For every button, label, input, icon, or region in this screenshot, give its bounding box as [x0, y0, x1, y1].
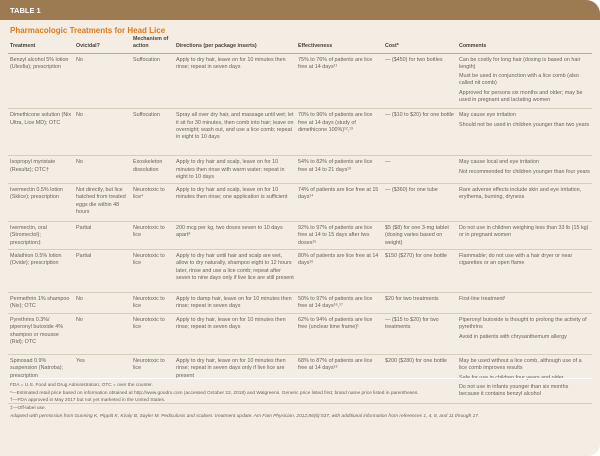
comments-cell [457, 53, 592, 109]
table-row [8, 250, 592, 293]
header-cell: Mechanism of action [131, 32, 174, 53]
ovicidal-cell: No [74, 293, 131, 314]
directions-cell: Apply to dry hair and scalp, leave on for 10 minutes then rinse with warm water; repeat in eight to 10 days [174, 156, 296, 184]
comment: Should not be used in children younger than two years [459, 121, 590, 128]
table-row [8, 222, 592, 250]
comment: May be used without a lice comb, although use of a lice comb improves results [459, 358, 582, 372]
header-cell: Cost* [383, 32, 457, 53]
ovicidal-cell: Partial [74, 250, 131, 293]
directions-cell: Apply to dry hair and scalp, leave on for 10 minutes then rinse; one application is sufficient [174, 184, 296, 222]
treatment-cell: Pyrethrins 0.3%/ piperonyl butoxide 4% shampoo or mousse (Rid); OTC [8, 314, 74, 355]
directions-cell: Apply to dry hair, leave on for 10 minutes then rinse; repeat in seven days only if live lice are present [174, 355, 296, 403]
treatment-table [8, 32, 592, 404]
directions-cell: Apply to damp hair, leave on for 10 minutes then rinse; repeat in seven days [174, 293, 296, 314]
comment: Do not use in infants younger than six months because it contains benzyl alcohol [459, 383, 569, 398]
footnotes [10, 383, 590, 422]
treatment-cell: Ivermectin, oral (Stromectol); prescription‡ [8, 222, 74, 250]
effectiveness-cell: 68% to 87% of patients are lice free at 14 days¹⁶ [296, 355, 383, 403]
mechanism-cell: Neurotoxic to lice [131, 355, 174, 403]
mechanism-cell: Neurotoxic to lice [131, 222, 174, 250]
cost-cell: $20 for two treatments [383, 293, 457, 314]
comment: Safe for use in children four years and older [459, 374, 564, 381]
mechanism-cell: Neurotoxic to lice [131, 250, 174, 293]
header-row [8, 32, 592, 53]
comment: Can be costly for long hair (dosing is based on hair length) [459, 56, 581, 70]
treatment-cell: Isopropyl myristate (Resultz); OTC† [8, 156, 74, 184]
header-cell: Treatment [8, 32, 74, 53]
comment: Piperonyl butoxide is thought to prolong the activity of pyrethrins [459, 317, 587, 331]
comment: Do not use in children weighing less than 33 lb (15 kg) or in pregnant women [459, 225, 589, 239]
comments-cell [457, 250, 592, 293]
header-cell: Ovicidal? [74, 32, 131, 53]
table-row [8, 314, 592, 355]
ovicidal-cell: No [74, 314, 131, 355]
ovicidal-cell: No [74, 156, 131, 184]
comment: Avoid in patients with chrysanthemum allergy [459, 333, 567, 340]
comment: May cause eye irritation [459, 112, 516, 119]
table-row [8, 156, 592, 184]
comment: Approved for persons six months and older; may be used in pregnant and lactating women [459, 89, 583, 103]
ovicidal-cell: Partial [74, 222, 131, 250]
footnote: ‡—Off-label use. [10, 406, 46, 412]
comments-cell [457, 184, 592, 222]
cost-cell: $5 ($8) for one 3-mg tablet (dosing varies based on weight) [383, 222, 457, 250]
cost-cell: $150 ($270) for one bottle [383, 250, 457, 293]
comment: May cause local and eye irritation [459, 159, 540, 166]
effectiveness-cell: 54% to 82% of patients are lice free at 14 to 21 days¹³ [296, 156, 383, 184]
comment: Rare adverse effects include skin and eye irritation, erythema, burning, dryness [459, 187, 582, 201]
cost-cell: — ($450) for two bottles [383, 53, 457, 109]
mechanism-cell: Exoskeleton dissolution [131, 156, 174, 184]
mechanism-cell: Suffocation [131, 53, 174, 109]
comments-cell [457, 293, 592, 314]
treatment-cell: Ivermectin 0.5% lotion (Sklice); prescription [8, 184, 74, 222]
mechanism-cell: Neurotoxic to lice⁴ [131, 184, 174, 222]
header-cell: Comments [457, 32, 592, 53]
effectiveness-cell: 75% to 76% of patients are lice free at 14 days¹¹ [296, 53, 383, 109]
comments-cell [457, 222, 592, 250]
table-label: TABLE 1 [0, 0, 600, 20]
directions-cell: Spray all over dry hair, and massage until wet; let it sit for 30 minutes, then comb into hair; leave on overnight; wash out, and use a lice comb; repeat in eight to 10 days [174, 109, 296, 156]
comment: Flammable; do not use with a hair dryer or near cigarettes or an open flame [459, 253, 573, 267]
directions-cell: 200 mcg per kg, two doses seven to 10 days apart⁸ [174, 222, 296, 250]
treatment-cell: Malathion 0.5% lotion (Ovide); prescription [8, 250, 74, 293]
cost-cell: — ($10 to $20) for one bottle [383, 109, 457, 156]
directions-cell: Apply to dry hair, leave on for 10 minutes then rinse; repeat in seven days [174, 53, 296, 109]
effectiveness-cell: 80% of patients are lice free at 14 days¹⁶ [296, 250, 383, 293]
cost-cell: — ($360) for one tube [383, 184, 457, 222]
ovicidal-cell: No [74, 53, 131, 109]
comments-cell [457, 109, 592, 156]
ovicidal-cell: Yes [74, 355, 131, 403]
table-row [8, 293, 592, 314]
comment: Not recommended for children younger than four years [459, 168, 590, 175]
comments-cell [457, 156, 592, 184]
cost-cell: — ($15 to $20) for two treatments [383, 314, 457, 355]
treatment-cell: Dimethicone solution (Nix Ultra, Lice MD); OTC [8, 109, 74, 156]
divider [8, 378, 592, 379]
table-row [8, 184, 592, 222]
treatment-cell: Spinosad 0.9% suspension (Natroba); prescription [8, 355, 74, 403]
mechanism-cell: Suffocation [131, 109, 174, 156]
effectiveness-cell: 62% to 94% of patients are lice free (unclear time frame)¹ [296, 314, 383, 355]
table-row [8, 109, 592, 156]
comments-cell [457, 314, 592, 355]
comment: Must be used in conjunction with a lice comb (also called nit comb) [459, 73, 579, 87]
source-note: Adapted with permission from Gunning K, Pippitt K, Kiraly B, Sayler M. Pediculosis and scabies: treatment update. Am Fam Physician. 2012;86(6):537, with additional information from references 1, 4, 8, and 11 through 17. [10, 413, 480, 419]
mechanism-cell: Neurotoxic to lice [131, 293, 174, 314]
cost-cell: $200 ($280) for one bottle [383, 355, 457, 403]
directions-cell: Apply to dry hair, leave on for 10 minutes then rinse; repeat in seven days [174, 314, 296, 355]
footnote: *—Estimated retail price based on information obtained at http://www.goodrx.com (accessed October 22, 2018) and Walgreens. Generic price listed first; brand name price listed in parentheses. [10, 390, 419, 396]
header-cell: Effectiveness [296, 32, 383, 53]
effectiveness-cell: 50% to 97% of patients are lice free at 14 days¹⁶,¹⁷ [296, 293, 383, 314]
directions-cell: Apply to dry hair until hair and scalp are wet, allow to dry naturally, shampoo eight to 12 hours later, rinse and use a lice comb; repeat after seven to nine days only if live lice are still present [174, 250, 296, 293]
comment: First-line treatment¹ [459, 296, 506, 303]
mechanism-cell: Neurotoxic to lice [131, 314, 174, 355]
footnote: †—FDA approved in May 2017 but not yet marketed in the United States. [10, 398, 166, 404]
effectiveness-cell: 92% to 97% of patients are lice free at 14 to 15 days after two doses¹⁵ [296, 222, 383, 250]
effectiveness-cell: 74% of patients are lice free at 15 days¹⁴ [296, 184, 383, 222]
ovicidal-cell: No [74, 109, 131, 156]
treatment-cell: Permethrin 1% shampoo (Nix); OTC [8, 293, 74, 314]
treatment-cell: Benzyl alcohol 5% lotion (Ulesfia); prescription [8, 53, 74, 109]
table-row [8, 53, 592, 109]
table-title: Pharmacologic Treatments for Head Lice [10, 26, 166, 35]
effectiveness-cell: 70% to 96% of patients are lice free at 14 days (study of dimethicone 100%)¹²,¹³ [296, 109, 383, 156]
header-cell: Directions (per package inserts) [174, 32, 296, 53]
cost-cell: — [383, 156, 457, 184]
footnote: FDA = U.S. Food and Drug Administration; OTC = over the counter. [10, 383, 153, 388]
ovicidal-cell: Not directly, but lice hatched from treated eggs die within 48 hours [74, 184, 131, 222]
